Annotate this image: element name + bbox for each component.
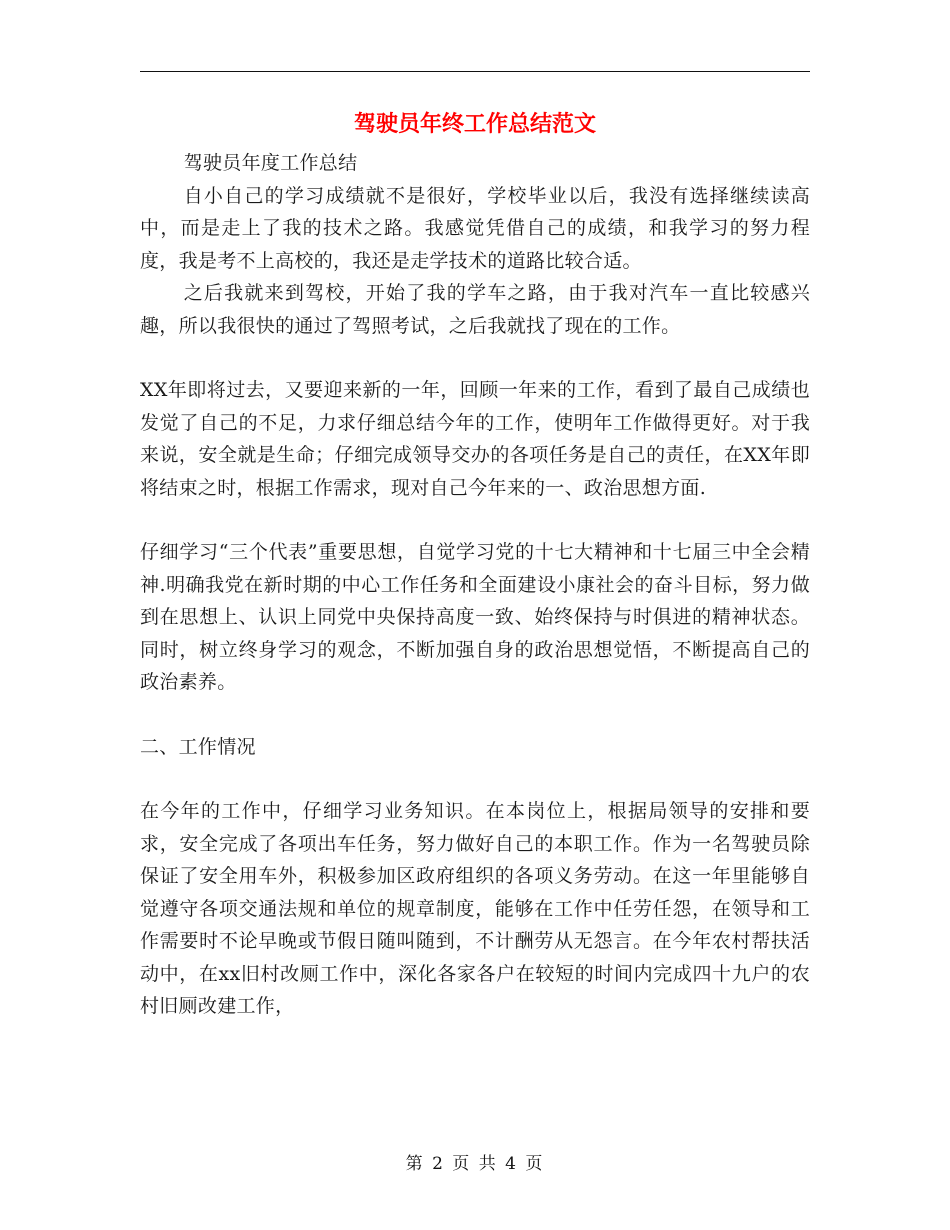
header-rule <box>140 71 810 72</box>
paragraph-gap <box>140 699 810 731</box>
body-paragraph: 在今年的工作中，仔细学习业务知识。在本岗位上，根据局领导的安排和要求，安全完成了各项出车任务，努力做好自己的本职工作。作为一名驾驶员除保证了安全用车外，积极参加区政府组织的各项义务劳动。在这一年里能够自觉遵守各项交通法规和单位的规章制度，能够在工作中任劳任怨，在领导和工作需要时不论早晚或节假日随叫随到，不计酬劳从无怨言。在今年农村帮扶活动中，在xx旧村改厕工作中，深化各家各户在较短的时间内完成四十九户的农村旧厕改建工作， <box>140 800 810 1017</box>
body-paragraph: 仔细学习“三个代表”重要思想，自觉学习党的十七大精神和十七届三中全会精神.明确我党在新时期的中心工作任务和全面建设小康社会的奋斗目标，努力做到在思想上、认识上同党中央保持高度一致、始终保持与时俱进的精神状态。同时，树立终身学习的观念，不断加强自身的政治思想觉悟，不断提高自己的政治素养。 <box>140 541 810 693</box>
page-number-footer: 第 2 页 共 4 页 <box>405 1154 545 1174</box>
body-paragraph: 之后我就来到驾校，开始了我的学车之路，由于我对汽车一直比较感兴趣，所以我很快的通过了驾照考试，之后我就找了现在的工作。 <box>140 282 810 337</box>
document-body <box>140 147 810 1023</box>
paragraph-gap <box>140 504 810 536</box>
body-paragraph: XX年即将过去，又要迎来新的一年，回顾一年来的工作，看到了最自己成绩也发觉了自己的不足，力求仔细总结今年的工作，使明年工作做得更好。对于我来说，安全就是生命；仔细完成领导交办的各项任务是自己的责任，在XX年即将结束之时，根据工作需求，现对自己今年来的一、政治思想方面. <box>140 379 810 499</box>
section-heading: 二、工作情况 <box>140 735 256 758</box>
document-title: 驾驶员年终工作总结范文 <box>353 112 596 137</box>
body-paragraph: 自小自己的学习成绩就不是很好，学校毕业以后，我没有选择继续读高中，而是走上了我的技术之路。我感觉凭借自己的成绩，和我学习的努力程度，我是考不上高校的，我还是走学技术的道路比较合适。 <box>140 184 810 272</box>
subtitle-paragraph: 驾驶员年度工作总结 <box>183 152 358 174</box>
paragraph-gap <box>140 342 810 374</box>
paragraph-gap <box>140 763 810 795</box>
